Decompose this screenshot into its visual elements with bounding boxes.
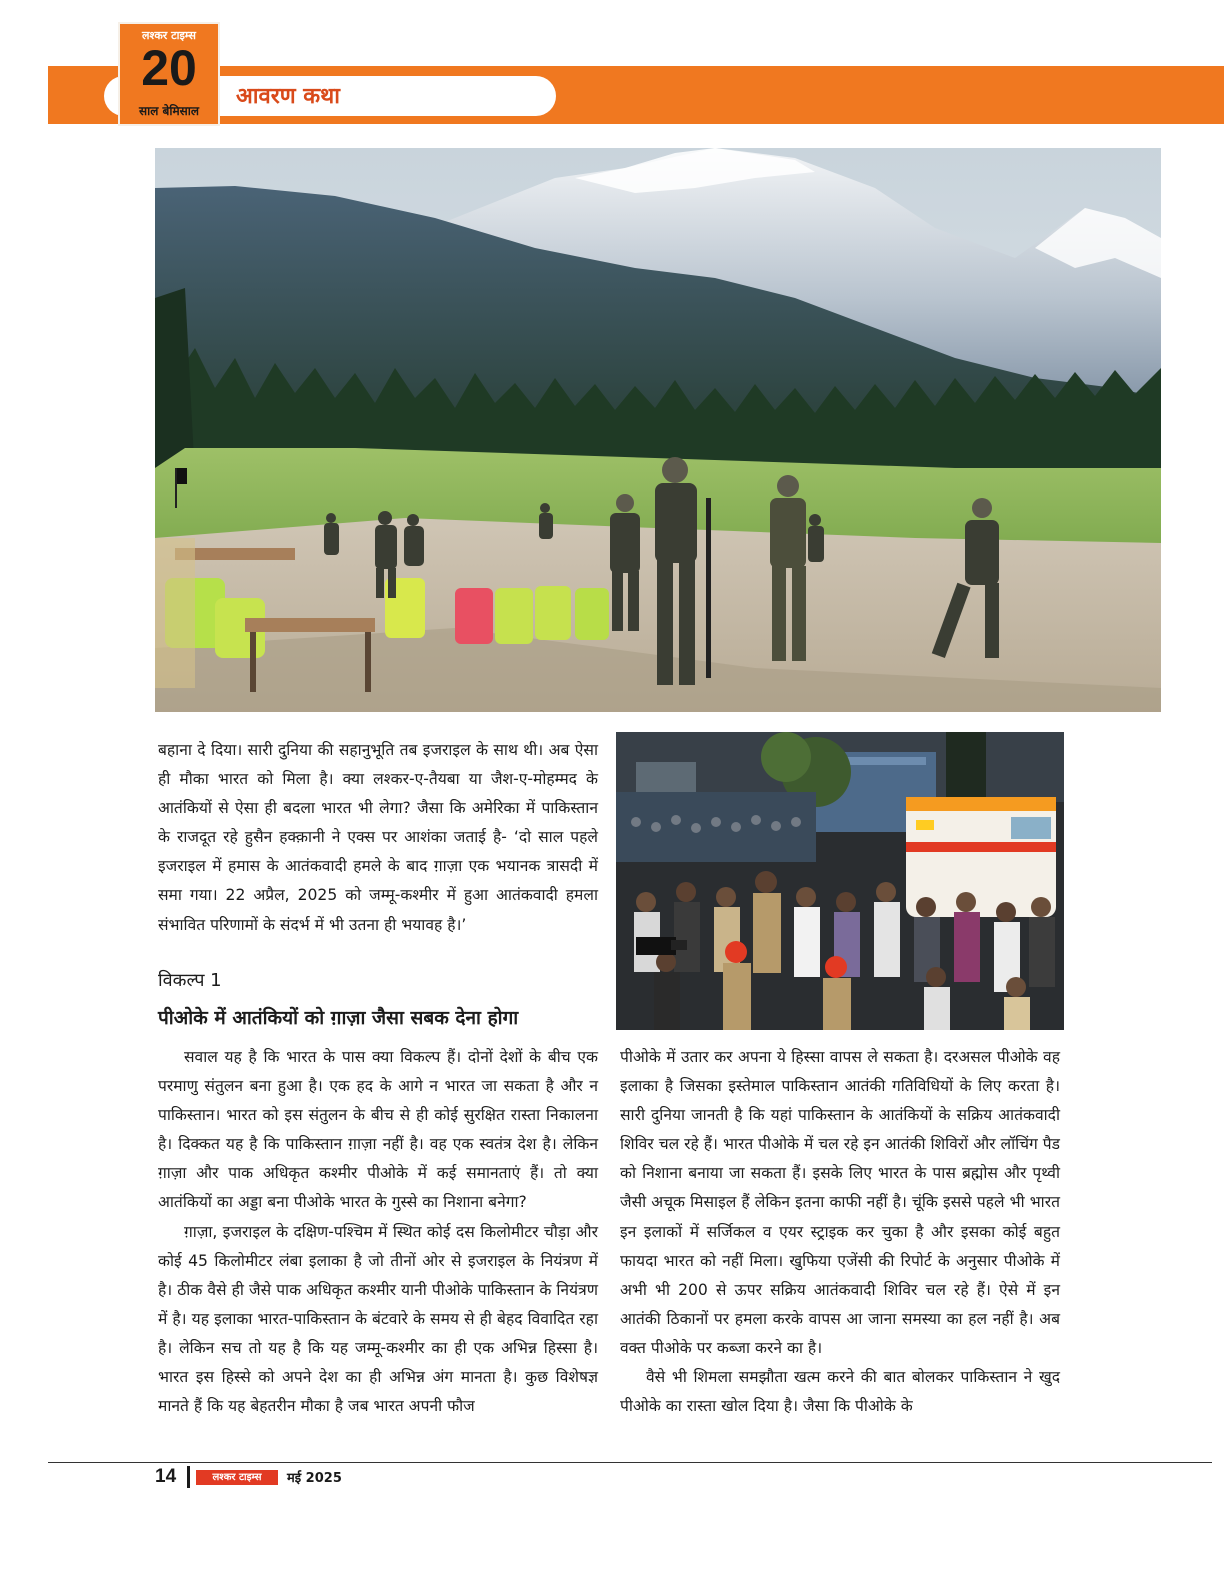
- anniversary-number: 20: [141, 40, 197, 96]
- page-number: 14: [155, 1466, 177, 1487]
- body-paragraph: पीओके में उतार कर अपना ये हिस्सा वापस ले सकता है। दरअसल पीओके वह इलाका है जिसका इस्तेमाल पाकिस्तान आतंकी गतिविधियों के लिए करता है। सारी दुनिया जानती है कि यहां पाकिस्तान के आतंकियों के सक्रिय आतंकवादी शिविर चल रहे हैं। भारत पीओके में चल रहे इन आतंकी शिविरों और लॉचिंग पैड को निशाना बनाया जा सकता हैं। इसके लिए भारत के पास ब्रह्मोस और पृथ्वी जैसी अचूक मिसाइल हैं लेकिन इतना काफी नहीं है। चूंकि इससे पहले भी भारत इन इलाकों में सर्जिकल व एयर स्ट्राइक कर चुका है और इसका कोई बहुत फायदा भारत को नहीं मिला। खुफिया एजेंसी की रिपोर्ट के अनुसार पीओके में अभी भी 200 से ऊपर सक्रिय आतंकवादी शिविर चल रहे हैं। ऐसे में इन आतंकी ठिकानों पर हमला करके वापस आ जाना समस्या का हल नहीं है। अब वक्त पीओके पर कब्जा करने का है।: [620, 1048, 1060, 1357]
- main-photo-illustration: [155, 148, 1161, 712]
- body-paragraph: वैसे भी शिमला समझौता खत्म करने की बात बोलकर पाकिस्तान ने खुद पीओके का रास्ता खोल दिया है। जैसा कि पीओके के: [620, 1368, 1060, 1416]
- body-paragraph: ग़ाज़ा, इजराइल के दक्षिण-पश्चिम में स्थित कोई दस किलोमीटर चौड़ा और कोई 45 किलोमीटर लंबा इलाका है जो तीनों ओर से इजराइल के नियंत्रण में है। ठीक वैसे ही जैसे पाक अधिकृत कश्मीर यानी पीओके पाकिस्तान के नियंत्रण में है। यह इलाका भारत-पाकिस्तान के बंटवारे के समय से ही बेहद विवादित रहा है। लेकिन सच तो यह है कि यह जम्मू-कश्मीर का ही एक अभिन्न हिस्सा है। भारत इस हिस्से को अपने देश का ही अभिन्न अंग मानता है। कुछ विशेषज्ञ मानते हैं कि यह बेहतरीन मौका है जब भारत अपनी फौज: [158, 1222, 598, 1416]
- option-label: विकल्प 1: [158, 970, 222, 991]
- anniversary-badge: [118, 22, 220, 126]
- footer-brand-logo: लश्कर टाइम्स: [196, 1470, 278, 1485]
- intro-paragraph: बहाना दे दिया। सारी दुनिया की सहानुभूति तब इजराइल के साथ थी। अब ऐसा ही मौका भारत को मिला है। क्या लश्कर-ए-तैयबा या जैश-ए-मोहम्मद के आतंकियों से ऐसा ही बदला भारत भी लेगा? जैसा कि अमेरिका में पाकिस्तान के राजदूत रहे हुसैन हक्क़ानी ने एक्स पर आशंका जताई है- ‘दो साल पहले इजराइल में हमास के आतंकवादी हमले के बाद ग़ाज़ा एक भयानक त्रासदी में समा गया। 22 अप्रैल, 2025 को जम्मू-कश्मीर में हुआ आतंकवादी हमला संभावित परिणामों के संदर्भ में भी उतना ही भयावह है।’: [158, 741, 598, 934]
- left-column-body: [158, 1043, 598, 1421]
- section-title: आवरण कथा: [236, 84, 340, 109]
- crowd-photo-illustration: [616, 732, 1064, 1030]
- option-heading: पीओके में आतंकियों को ग़ाज़ा जैसा सबक देना होगा: [158, 1007, 519, 1029]
- footer-divider: [187, 1466, 190, 1488]
- issue-date: मई 2025: [287, 1471, 342, 1486]
- footer-rule: [48, 1462, 1212, 1463]
- right-column-body: [620, 1043, 1060, 1421]
- anniversary-caption: साल बेमिसाल: [138, 104, 200, 118]
- badge-brand-logo: लश्कर टाइम्स: [142, 29, 196, 42]
- main-photo: [155, 148, 1161, 712]
- left-column-intro: [158, 736, 598, 940]
- crowd-photo: [616, 732, 1064, 1030]
- body-paragraph: सवाल यह है कि भारत के पास क्या विकल्प हैं। दोनों देशों के बीच एक परमाणु संतुलन बना हुआ है। एक हद के आगे न भारत जा सकता है और न पाकिस्तान। भारत को इस संतुलन के बीच से ही कोई सुरक्षित रास्ता निकालना है। दिक्कत यह है कि पाकिस्तान ग़ाज़ा नहीं है। वह एक स्वतंत्र देश है। लेकिन ग़ाज़ा और पाक अधिकृत कश्मीर पीओके में कई समानताएं हैं। तो क्या आतंकियों का अड्डा बना पीओके भारत के गुस्से का निशाना बनेगा?: [158, 1048, 598, 1212]
